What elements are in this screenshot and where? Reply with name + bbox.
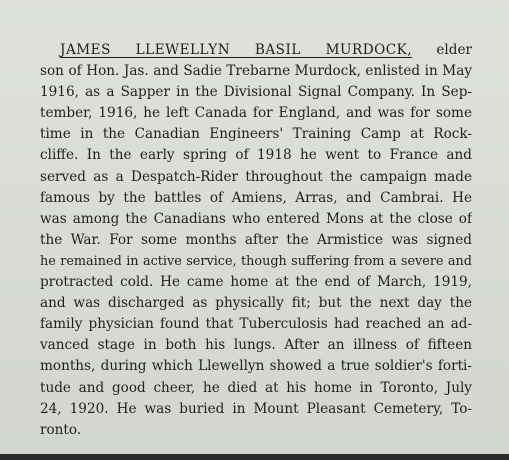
paragraph-line: months, during which Llewellyn showed a true soldier's forti- — [40, 358, 472, 375]
paragraph-line: tude and good cheer, he died at his home in Toronto, July — [40, 379, 472, 396]
paragraph-line: and was discharged as physically fit; but the next day the — [40, 295, 472, 312]
first-line-rest: elder — [412, 42, 472, 58]
paragraph-line: 1916, as a Sapper in the Divisional Signal Company. In Sep- — [40, 84, 472, 101]
page-edge-shadow — [0, 454, 509, 460]
paragraph-line: famous by the battles of Amiens, Arras, and Cambrai. He — [40, 189, 472, 206]
biography-paragraph — [40, 40, 472, 441]
paragraph-line — [40, 40, 472, 61]
person-name: JAMES LLEWELLYN BASIL MURDOCK, — [60, 42, 413, 58]
paragraph-line: ronto. — [40, 421, 82, 438]
paragraph-line: served as a Despatch-Rider throughout the campaign made — [40, 168, 472, 185]
paragraph-line: protracted cold. He came home at the end of March, 1919, — [40, 274, 472, 291]
paragraph-line: 24, 1920. He was buried in Mount Pleasant Cemetery, To- — [40, 400, 472, 417]
paragraph-line: the War. For some months after the Armistice was signed — [40, 231, 472, 248]
paragraph-line: family physician found that Tuberculosis had reached an ad- — [40, 316, 472, 333]
paragraph-line: cliffe. In the early spring of 1918 he went to France and — [40, 147, 472, 164]
paragraph-line: was among the Canadians who entered Mons at the close of — [40, 210, 472, 227]
paragraph-line: son of Hon. Jas. and Sadie Trebarne Murdock, enlisted in May — [40, 63, 472, 80]
paragraph-line: time in the Canadian Engineers' Training Camp at Rock- — [40, 126, 472, 143]
paragraph-line: tember, 1916, he left Canada for England, and was for some — [40, 105, 472, 122]
paragraph-line: he remained in active service, though suffering from a severe and — [40, 253, 472, 269]
paragraph-line: vanced stage in both his lungs. After an illness of fifteen — [40, 337, 472, 354]
